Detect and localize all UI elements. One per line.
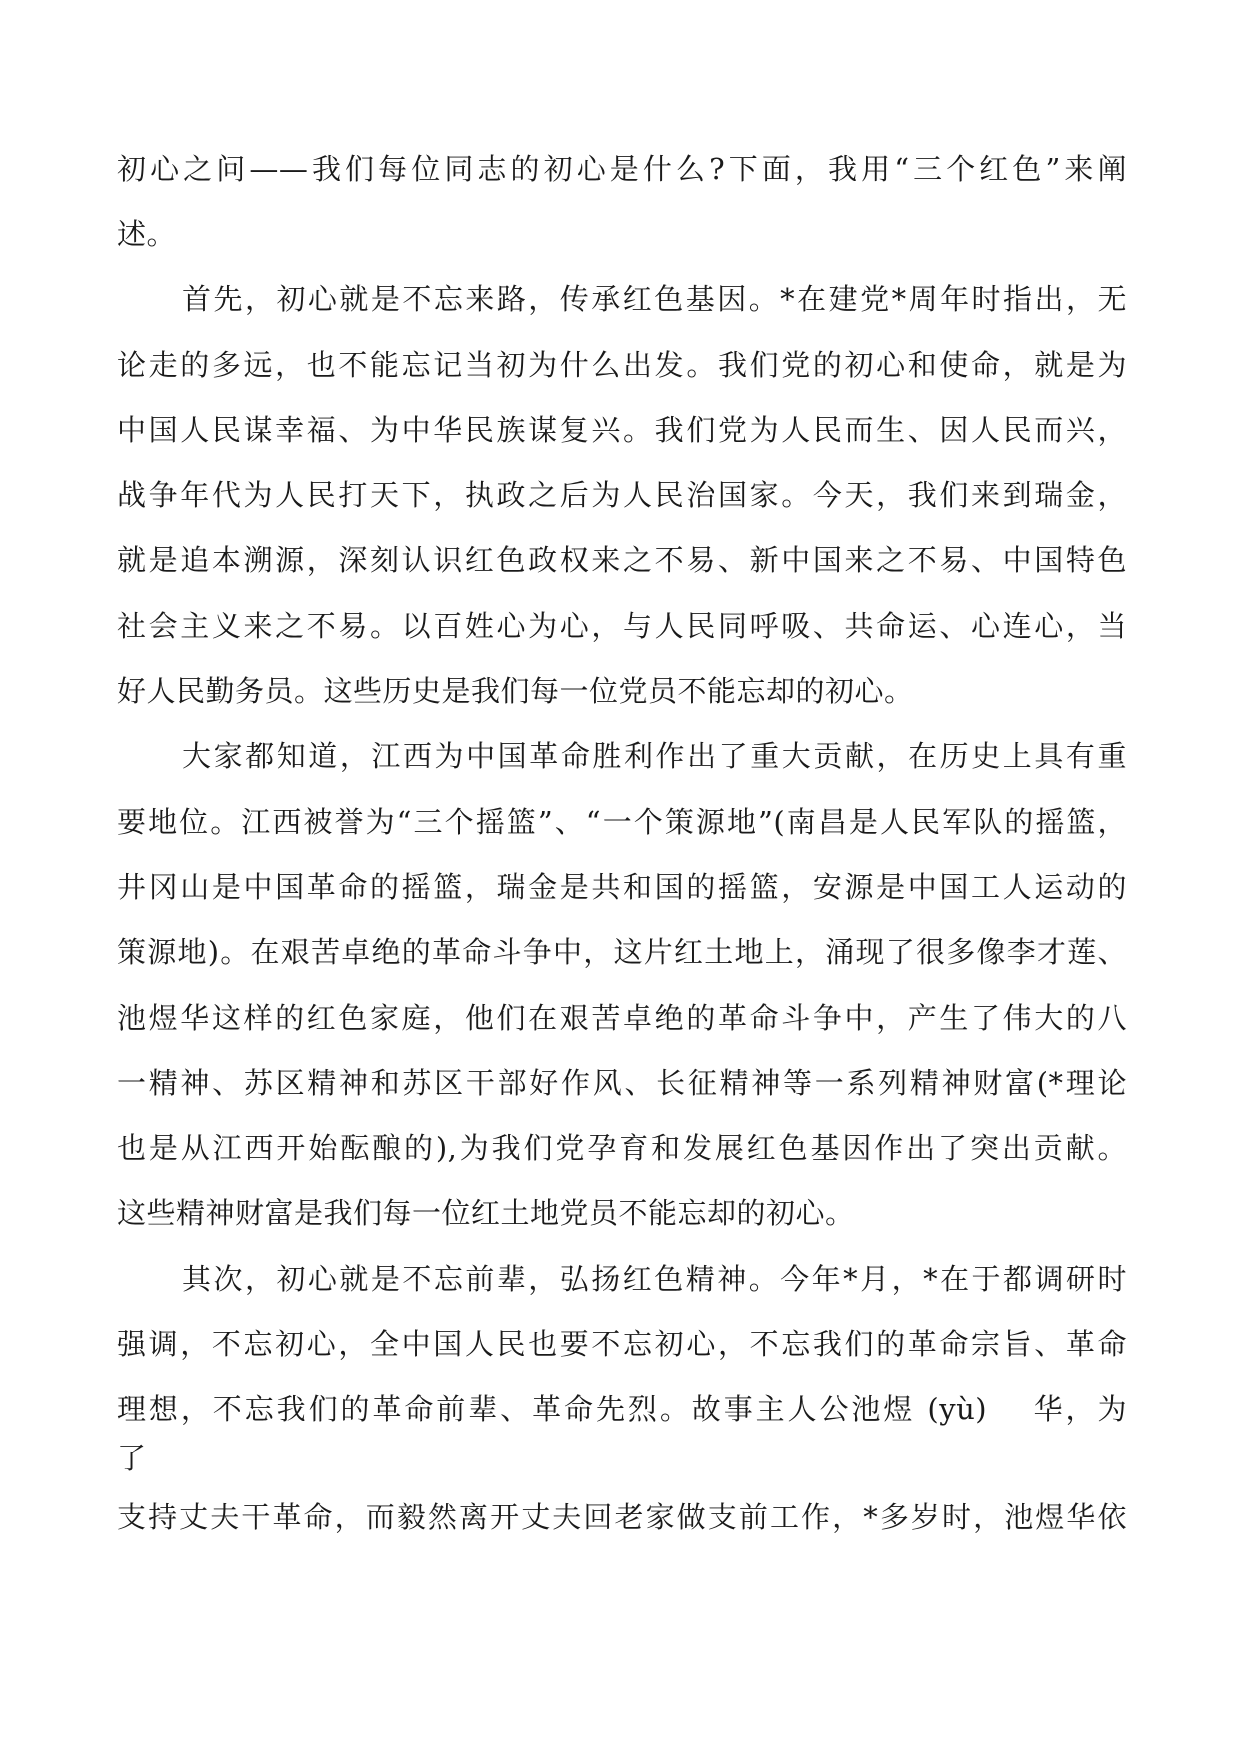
text-line: 战争年代为人民打天下，执政之后为人民治国家。今天，我们来到瑞金，	[117, 478, 1127, 512]
text-line: 中国人民谋幸福、为中华民族谋复兴。我们党为人民而生、因人民而兴，	[117, 413, 1127, 447]
text-line: 也是从江西开始酝酿的),为我们党孕育和发展红色基因作出了突出贡献。	[117, 1131, 1127, 1165]
text-line: 述。	[117, 217, 177, 251]
text-line: 好人民勤务员。这些历史是我们每一位党员不能忘却的初心。	[117, 674, 914, 708]
paragraph-first-line: 大家都知道，江西为中国革命胜利作出了重大贡献，在历史上具有重	[182, 739, 1127, 773]
text-line: 初心之问——我们每位同志的初心是什么?下面，我用“三个红色”来阐	[117, 152, 1127, 186]
text-line: 井冈山是中国革命的摇篮，瑞金是共和国的摇篮，安源是中国工人运动的	[117, 870, 1127, 904]
text-line: 了	[117, 1441, 147, 1475]
text-line: 这些精神财富是我们每一位红土地党员不能忘却的初心。	[117, 1196, 855, 1230]
text-line: 一精神、苏区精神和苏区干部好作风、长征精神等一系列精神财富(*理论	[117, 1066, 1127, 1100]
text-line: 论走的多远，也不能忘记当初为什么出发。我们党的初心和使命，就是为	[117, 348, 1127, 382]
text-line: 策源地)。在艰苦卓绝的革命斗争中，这片红土地上，涌现了很多像李才莲、	[117, 935, 1127, 969]
text-line: 支持丈夫干革命，而毅然离开丈夫回老家做支前工作，*多岁时，池煜华依	[117, 1500, 1127, 1534]
paragraph-first-line: 首先，初心就是不忘来路，传承红色基因。*在建党*周年时指出，无	[182, 282, 1127, 316]
text-line: 池煜华这样的红色家庭，他们在艰苦卓绝的革命斗争中，产生了伟大的八	[117, 1001, 1127, 1035]
text-line: 理想，不忘我们的革命前辈、革命先烈。故事主人公池煜 (yù) 华，为	[117, 1392, 1127, 1426]
text-line: 就是追本溯源，深刻认识红色政权来之不易、新中国来之不易、中国特色	[117, 543, 1127, 577]
text-line: 社会主义来之不易。以百姓心为心，与人民同呼吸、共命运、心连心，当	[117, 609, 1127, 643]
text-line: 要地位。江西被誉为“三个摇篮”、“一个策源地”(南昌是人民军队的摇篮，	[117, 805, 1127, 839]
text-line: 强调，不忘初心，全中国人民也要不忘初心，不忘我们的革命宗旨、革命	[117, 1327, 1127, 1361]
paragraph-first-line: 其次，初心就是不忘前辈，弘扬红色精神。今年*月，*在于都调研时	[182, 1262, 1127, 1296]
